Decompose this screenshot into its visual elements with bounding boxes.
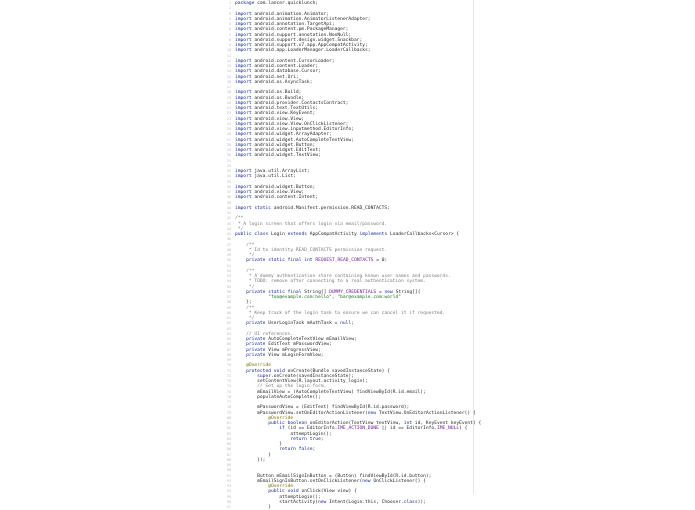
code-line: import java.util.ArrayList;	[235, 169, 310, 174]
code-line: // UI references.	[235, 331, 294, 337]
line-number: 70	[226, 363, 231, 368]
line-number: 24	[226, 121, 231, 126]
code-line: mPasswordView.setOnEditorActionListener(new TextView.OnEditorActionListener() {	[235, 410, 476, 416]
code-line: import android.annotation.TargetApi;	[235, 22, 335, 27]
code-line: @Override	[268, 415, 294, 421]
line-number: 67	[226, 347, 231, 352]
code-line: import android.support.annotation.NonNull;	[235, 32, 352, 38]
code-line: protected void onCreate(Bundle savedInstanceState) {	[246, 368, 390, 374]
line-number: 16	[226, 79, 231, 84]
line-number: 40	[226, 205, 231, 210]
line-number: 43	[226, 221, 231, 226]
code-line: @Override	[246, 363, 271, 369]
line-number: 14	[226, 69, 231, 74]
line-number: 41	[226, 211, 231, 215]
code-line: import android.content.CursorLoader;	[235, 58, 335, 64]
code-line: import android.widget.Button;	[235, 142, 316, 148]
line-number: 53	[226, 274, 231, 278]
line-number: 73	[226, 379, 231, 383]
code-line: if (id == EditorInfo.IME_ACTION_DONE || id == EditorInfo.IME_NULL) {	[279, 426, 468, 432]
line-number: 35	[226, 179, 231, 184]
code-line: import android.content.Loader;	[235, 64, 318, 69]
code-line: import android.view.View;	[235, 190, 305, 195]
code-line: import android.app.LoaderManager.LoaderCallbacks;	[235, 48, 371, 54]
code-line: */	[235, 284, 255, 290]
line-number: 84	[226, 436, 231, 441]
code-line: */	[235, 253, 255, 258]
line-number: 51	[226, 263, 231, 268]
code-line: setContentView(R.layout.activity_login);	[235, 379, 368, 384]
line-number: 10	[226, 48, 231, 53]
line-number: 69	[226, 358, 231, 362]
code-line: import android.support.v7.app.AppCompatActivity;	[235, 43, 368, 48]
line-number: 85	[226, 442, 231, 446]
code-line: import android.content.pm.PackageManager;	[235, 27, 349, 33]
line-number: 59	[226, 305, 231, 310]
code-line: import android.view.View;	[235, 116, 305, 122]
code-line: import android.os.Bundle;	[235, 95, 305, 101]
code-line: import android.widget.Button;	[235, 184, 316, 190]
code-line: import android.text.TextUtils;	[235, 106, 318, 111]
code-line: private View mProgressView;	[246, 347, 321, 353]
line-number: 72	[226, 373, 231, 378]
line-number: 25	[226, 127, 231, 131]
line-number: 6	[228, 27, 231, 32]
line-number: 13	[226, 64, 231, 68]
line-number: 42	[226, 216, 231, 221]
code-line: * TODO: remove after connecting to a real authentication system.	[235, 279, 426, 285]
line-number: 22	[226, 111, 231, 116]
code-line: import android.widget.EditText;	[235, 148, 321, 153]
code-line: */	[235, 316, 255, 321]
code-line: * A login screen that offers login via email/password.	[235, 221, 388, 227]
line-number: 8	[228, 37, 231, 42]
code-line: import android.support.design.widget.Snackbar;	[235, 37, 363, 43]
code-line: mEmailSignInButton.setOnClickListener(new OnClickListener() {	[235, 478, 426, 484]
line-number: 34	[226, 174, 231, 179]
line-number: 26	[226, 132, 231, 137]
line-number: 75	[226, 389, 231, 394]
code-line: * Keep track of the login task to ensure we can cancel it if requested.	[235, 310, 446, 316]
line-number: 83	[226, 431, 231, 436]
line-number: 46	[226, 237, 231, 242]
line-number: 33	[226, 169, 231, 173]
line-number: 2	[228, 6, 231, 11]
line-number: 15	[226, 74, 231, 79]
line-number: 87	[226, 452, 231, 457]
line-number: 1	[228, 1, 231, 5]
code-line: private static final String[] DUMMY_CREDENTIALS = new String[]{	[246, 289, 421, 295]
line-number: 50	[226, 258, 231, 263]
line-number: 64	[226, 331, 231, 336]
code-line: private static final int REQUEST_READ_CONTACTS = 0;	[246, 258, 388, 264]
code-line: /**	[235, 268, 255, 274]
line-number: 17	[226, 85, 231, 89]
code-line: super.onCreate(savedInstanceState);	[257, 373, 354, 379]
line-number: 54	[226, 279, 231, 284]
line-number: 79	[226, 410, 231, 415]
line-number: 88	[226, 457, 231, 462]
line-number: 86	[226, 447, 231, 452]
code-line: import android.database.Cursor;	[235, 69, 321, 75]
code-line: public void onClick(View view) {	[268, 489, 357, 495]
line-number: 3	[228, 11, 231, 16]
line-number: 89	[226, 463, 231, 467]
line-number: 82	[226, 426, 231, 431]
line-number: 94	[226, 489, 231, 494]
line-number: 71	[226, 368, 231, 373]
line-number: 74	[226, 384, 231, 389]
line-number-gutter	[222, 0, 232, 509]
code-line: import android.widget.AutoCompleteTextView;	[235, 137, 354, 143]
code-line: import android.view.View.OnClickListener;	[235, 121, 349, 127]
line-number: 21	[226, 106, 231, 110]
code-line: return false;	[279, 447, 316, 453]
code-line: private UserLoginTask mAuthTask = null;	[246, 321, 354, 327]
line-number: 31	[226, 158, 231, 163]
code-line: private View mLoginFormView;	[246, 352, 324, 358]
code-line: import android.net.Uri;	[235, 74, 299, 80]
code-line: * Id to identity READ_CONTACTS permission request.	[235, 247, 388, 253]
line-number: 18	[226, 90, 231, 95]
code-line: import android.animation.Animator;	[235, 11, 330, 17]
code-line: "foo@example.com:hello", "bar@example.com:world"	[268, 295, 401, 300]
line-number: 55	[226, 284, 231, 289]
line-number: 57	[226, 295, 231, 299]
code-line: private AutoCompleteTextView mEmailView;	[246, 337, 357, 342]
line-number: 20	[226, 100, 231, 105]
code-line: import android.content.Intent;	[235, 195, 318, 201]
line-number: 36	[226, 184, 231, 189]
line-number: 29	[226, 148, 231, 152]
line-number: 77	[226, 400, 231, 404]
line-number: 65	[226, 337, 231, 341]
line-number: 97	[226, 505, 231, 509]
code-line: }	[235, 442, 283, 447]
line-number: 58	[226, 300, 231, 305]
line-number: 76	[226, 394, 231, 399]
line-number: 47	[226, 242, 231, 247]
code-line: };	[235, 300, 252, 306]
line-number: 81	[226, 421, 231, 425]
line-number: 63	[226, 326, 231, 331]
code-line: /**	[235, 242, 255, 248]
code-line: /**	[235, 305, 255, 311]
line-number: 9	[228, 43, 231, 47]
code-line: mEmailView = (AutoCompleteTextView) findViewById(R.id.email);	[235, 389, 426, 395]
line-number: 60	[226, 310, 231, 315]
line-number: 28	[226, 142, 231, 147]
code-line: return true;	[290, 436, 324, 442]
line-number: 96	[226, 499, 231, 504]
code-line: private EditText mPasswordView;	[246, 342, 332, 348]
code-line: public boolean onEditorAction(TextView textView, int id, KeyEvent keyEvent) {	[268, 421, 482, 426]
code-line: @Override	[268, 484, 294, 489]
code-line: import android.os.Build;	[235, 90, 302, 96]
line-number: 4	[228, 16, 231, 21]
code-line: }	[235, 505, 271, 510]
code-line: mPasswordView = (EditText) findViewById(R.id.password);	[235, 405, 410, 411]
line-number: 19	[226, 95, 231, 100]
code-line: import android.animation.AnimatorListenerAdapter;	[235, 16, 371, 22]
line-number: 91	[226, 473, 231, 478]
line-number: 92	[226, 478, 231, 483]
code-line: import static android.Manifest.permission.READ_CONTACTS;	[235, 205, 390, 211]
line-number: 27	[226, 137, 231, 142]
line-number: 5	[228, 22, 231, 26]
line-number: 68	[226, 352, 231, 357]
code-line: populateAutoComplete();	[235, 394, 321, 400]
line-number: 44	[226, 226, 231, 231]
line-number: 95	[226, 494, 231, 499]
line-number: 48	[226, 247, 231, 252]
code-line: package com.lancer.quicklunch;	[235, 1, 318, 6]
line-number: 52	[226, 268, 231, 273]
line-number: 7	[228, 32, 231, 37]
line-number: 66	[226, 342, 231, 347]
code-line: // Set up the login form.	[235, 384, 327, 390]
code-line: import android.provider.ContactsContract;	[235, 100, 349, 106]
code-line: public class Login extends AppCompatActivity implements LoaderCallbacks<Cursor> {	[235, 232, 460, 237]
line-number: 11	[226, 53, 231, 58]
code-line: * A dummy authentication store containing known user names and passwords.	[235, 274, 451, 279]
line-number: 62	[226, 321, 231, 326]
line-number: 37	[226, 190, 231, 194]
code-line: import android.view.inputmethod.EditorInfo;	[235, 127, 354, 132]
line-number: 61	[226, 316, 231, 320]
line-number: 30	[226, 153, 231, 158]
code-editor[interactable]	[222, 0, 482, 510]
line-number: 38	[226, 195, 231, 200]
line-number: 12	[226, 58, 231, 63]
code-line: import java.util.List;	[235, 174, 296, 180]
code-line: }	[235, 452, 271, 458]
line-number: 45	[226, 232, 231, 236]
line-number: 80	[226, 415, 231, 420]
code-line: import android.os.AsyncTask;	[235, 79, 313, 85]
code-line: /**	[235, 216, 244, 222]
line-number: 39	[226, 200, 231, 205]
code-line: startActivity(new Intent(Login.this, Chooser.class));	[235, 499, 426, 505]
line-number: 90	[226, 468, 231, 473]
code-line: import android.view.KeyEvent;	[235, 111, 316, 117]
code-line: attemptLogin();	[235, 494, 321, 500]
line-number: 78	[226, 405, 231, 410]
code-line: */	[235, 226, 244, 232]
code-line: attemptLogin();	[235, 431, 332, 437]
line-number: 56	[226, 289, 231, 294]
code-line: import android.widget.ArrayAdapter;	[235, 132, 332, 138]
line-number: 93	[226, 484, 231, 488]
code-line: Button mEmailSignInButton = (Button) findViewById(R.id.button);	[235, 473, 432, 479]
line-number: 32	[226, 163, 231, 168]
code-line: });	[235, 457, 266, 463]
line-number: 23	[226, 116, 231, 121]
code-line: import android.widget.TextView;	[235, 153, 321, 159]
line-number: 49	[226, 253, 231, 257]
